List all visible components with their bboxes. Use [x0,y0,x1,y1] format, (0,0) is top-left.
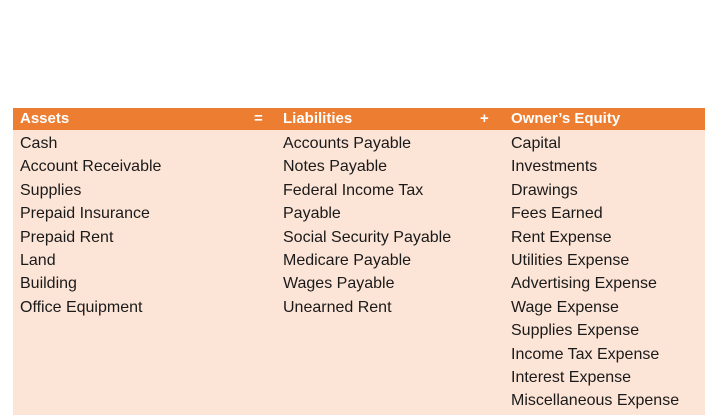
list-item: Investments [511,158,598,176]
list-item: Capital [511,135,561,152]
list-item: Interest Expense [511,368,632,386]
list-item: Unearned Rent [283,298,392,316]
list-item: Building [20,275,77,293]
list-item: Prepaid Insurance [20,205,150,223]
list-item: Supplies Expense [511,322,640,340]
list-item: Income Tax Expense [511,345,660,363]
list-item: Drawings [511,181,578,199]
assets-column [20,132,161,319]
list-item: Rent Expense [511,228,612,246]
list-item: Notes Payable [283,158,388,176]
list-item: Accounts Payable [283,135,412,152]
list-item: Wages Payable [283,275,395,293]
header-plus-sign: + [480,110,489,127]
header-liabilities: Liabilities [283,110,353,127]
list-item: Social Security Payable [283,228,452,246]
header-equals-sign: = [254,110,263,127]
list-item: Office Equipment [20,298,143,316]
list-item: Advertising Expense [511,275,657,293]
list-item: Cash [20,135,58,152]
list-item: Utilities Expense [511,251,630,269]
list-item: Prepaid Rent [20,228,114,246]
table-header-row [13,108,705,130]
list-item: Supplies [20,181,82,199]
list-item: Land [20,251,56,269]
owners-equity-column [511,132,679,413]
list-item: Fees Earned [511,205,603,223]
list-item: Federal Income Tax [283,181,424,199]
list-item: Account Receivable [20,158,162,176]
liabilities-column [283,132,451,319]
list-item: Medicare Payable [283,251,412,269]
accounting-equation-table [13,108,705,415]
header-assets: Assets [20,110,70,127]
list-item: Miscellaneous Expense [511,392,680,410]
list-item: Wage Expense [511,298,619,316]
list-item: Payable [283,205,341,223]
header-owners-equity: Owner’s Equity [511,110,621,127]
